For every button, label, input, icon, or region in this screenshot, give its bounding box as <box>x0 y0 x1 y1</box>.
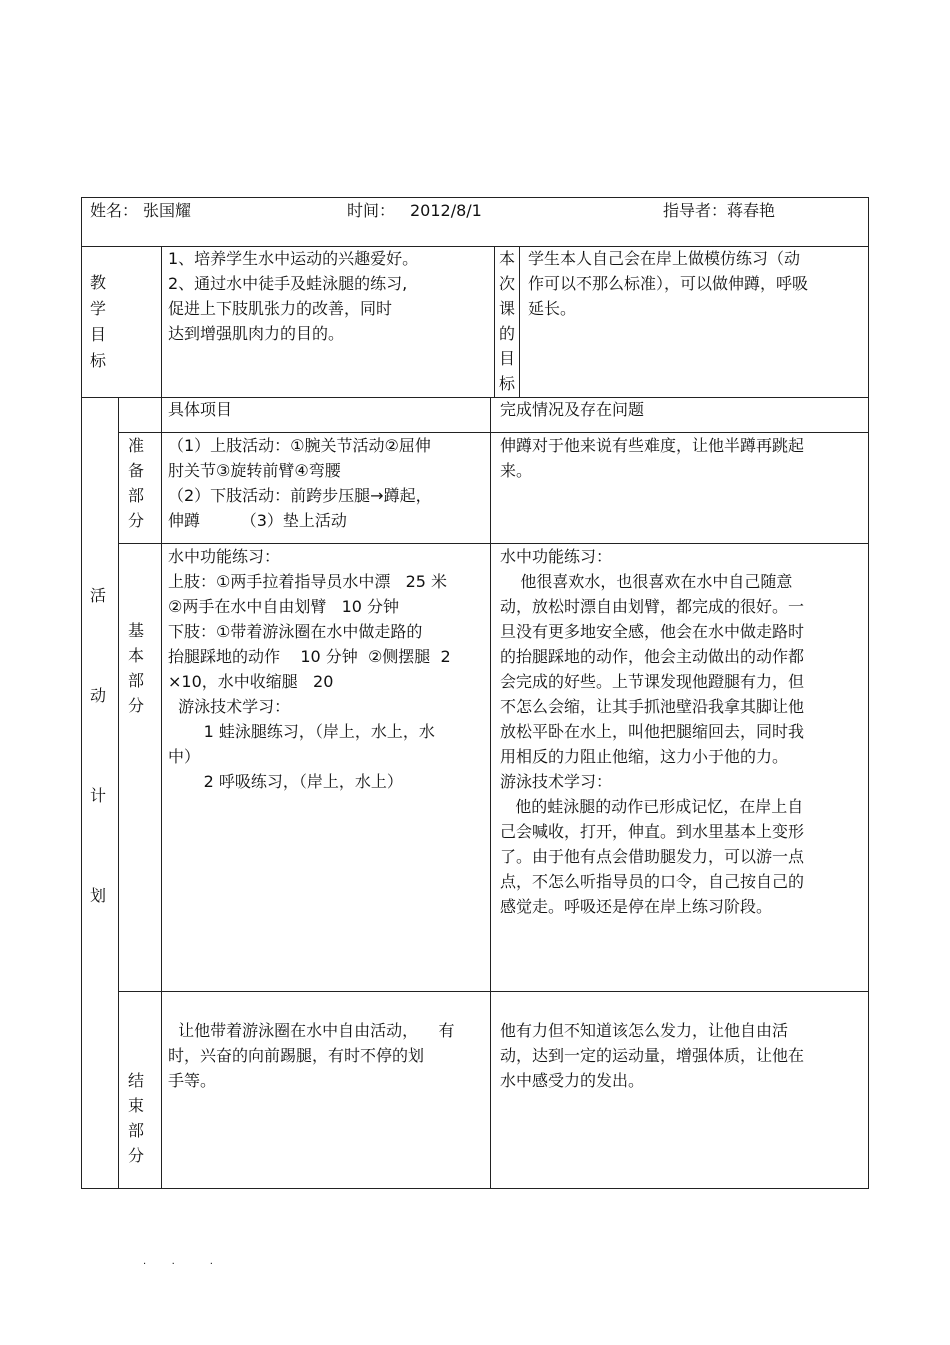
table-rule-lesson-left <box>494 246 495 398</box>
table-border-left <box>81 197 82 1189</box>
prep-section-label: 准备部分 <box>127 436 144 530</box>
basic-status-line: 水中功能练习： <box>500 547 613 566</box>
lesson-goal-line: 作可以不那么标准），可以做伸蹲，呼吸 <box>528 274 809 293</box>
basic-status-line: 用相反的力阻止他缩，这力小于他的力。 <box>500 747 789 766</box>
basic-item-line: 上肢：①两手拉着指导员水中漂 25 米 <box>168 572 448 591</box>
basic-status-line: 他的蛙泳腿的动作已形成记忆，在岸上自 <box>500 797 804 816</box>
basic-section-label: 基本部分 <box>127 621 144 715</box>
teaching-goal-label: 教学目标 <box>89 273 106 370</box>
teaching-goal-line: 2、通过水中徒手及蛙泳腿的练习, <box>168 274 408 293</box>
basic-status-line: 点，不怎么听指导员的口令，自己按自己的 <box>500 872 805 891</box>
guide-value: 蒋春艳 <box>727 201 776 220</box>
basic-status-line: 的抬腿踩地的动作，他会主动做出的动作都 <box>500 647 805 666</box>
table-rule-lesson-right <box>519 246 520 398</box>
table-rule-item-col <box>161 246 162 1189</box>
lesson-goal-line: 延长。 <box>528 299 577 318</box>
prep-item-line: （2）下肢活动：前跨步压腿→蹲起， <box>168 486 432 505</box>
basic-status-line: 会完成的好些。上节课发现他蹬腿有力，但 <box>500 672 805 691</box>
end-item-line: 让他带着游泳圈在水中自由活动， 有 <box>168 1021 455 1040</box>
basic-item-line: 中） <box>168 747 201 766</box>
table-rule-label-col <box>118 397 119 1189</box>
footer-dots: . . . <box>143 1256 213 1267</box>
end-section-label: 结束部分 <box>127 1071 144 1165</box>
teaching-goal-line: 1、培养学生水中运动的兴趣爱好。 <box>168 249 419 268</box>
basic-status-line: 动，放松时漂自由划臂，都完成的很好。一 <box>500 597 805 616</box>
basic-item-line: ×10，水中收缩腿 20 <box>168 672 334 691</box>
basic-status-line: 放松平卧在水上，叫他把腿缩回去，同时我 <box>500 722 805 741</box>
basic-item-line: ②两手在水中自由划臂 10 分钟 <box>168 597 400 616</box>
guide-label: 指导者： <box>663 201 728 220</box>
basic-status-line: 感觉走。呼吸还是停在岸上练习阶段。 <box>500 897 773 916</box>
name-value: 张国耀 <box>143 201 192 220</box>
basic-item-line: 水中功能练习： <box>168 547 281 566</box>
column-header-status: 完成情况及存在问题 <box>500 400 645 419</box>
end-item-line: 手等。 <box>168 1071 217 1090</box>
basic-status-line: 他很喜欢水，也很喜欢在水中自己随意 <box>500 572 793 591</box>
end-status-line: 动，达到一定的运动量，增强体质，让他在 <box>500 1046 805 1065</box>
table-rule-basic <box>118 991 869 992</box>
prep-item-line: 伸蹲 （3）垫上活动 <box>168 511 347 530</box>
table-border-bottom <box>81 1188 869 1189</box>
prep-status-line: 伸蹲对于他来说有些难度，让他半蹲再跳起 <box>500 436 805 455</box>
lesson-goal-label: 本次课的目标 <box>498 249 515 393</box>
prep-status-line: 来。 <box>500 461 533 480</box>
activity-plan-label: 活动计划 <box>89 586 106 905</box>
lesson-goal-line: 学生本人自己会在岸上做模仿练习（动 <box>528 249 801 268</box>
basic-status-line: 了。由于他有点会借助腿发力，可以游一点 <box>500 847 805 866</box>
column-header-item: 具体项目 <box>168 400 233 419</box>
table-border-right <box>868 197 869 1189</box>
basic-item-line: 2 呼吸练习，（岸上，水上） <box>168 772 403 791</box>
basic-status-line: 旦没有更多地安全感，他会在水中做走路时 <box>500 622 805 641</box>
name-label: 姓名： <box>90 201 139 220</box>
end-status-line: 他有力但不知道该怎么发力，让他自由活 <box>500 1021 789 1040</box>
basic-item-line: 抬腿踩地的动作 10 分钟 ②侧摆腿 2 <box>168 647 451 666</box>
end-status-line: 水中感受力的发出。 <box>500 1071 645 1090</box>
basic-status-line: 己会喊收，打开，伸直。到水里基本上变形 <box>500 822 805 841</box>
time-label: 时间： <box>347 201 396 220</box>
basic-item-line: 下肢：①带着游泳圈在水中做走路的 <box>168 622 423 641</box>
basic-status-line: 不怎么会缩，让其手抓池壁沿我拿其脚让他 <box>500 697 805 716</box>
time-value: 2012/8/1 <box>410 201 482 220</box>
table-rule-status-col <box>490 397 491 1189</box>
teaching-goal-line: 促进上下肢肌张力的改善，同时 <box>168 299 393 318</box>
prep-item-line: （1）上肢活动：①腕关节活动②屈伸 <box>168 436 431 455</box>
basic-item-line: 1 蛙泳腿练习，（岸上，水上，水 <box>168 722 435 741</box>
teaching-goal-line: 达到增强肌肉力的目的。 <box>168 324 345 343</box>
basic-item-line: 游泳技术学习： <box>168 697 291 716</box>
prep-item-line: 肘关节③旋转前臂④弯腰 <box>168 461 341 480</box>
basic-status-line: 游泳技术学习： <box>500 772 613 791</box>
end-item-line: 时，兴奋的向前踢腿，有时不停的划 <box>168 1046 425 1065</box>
